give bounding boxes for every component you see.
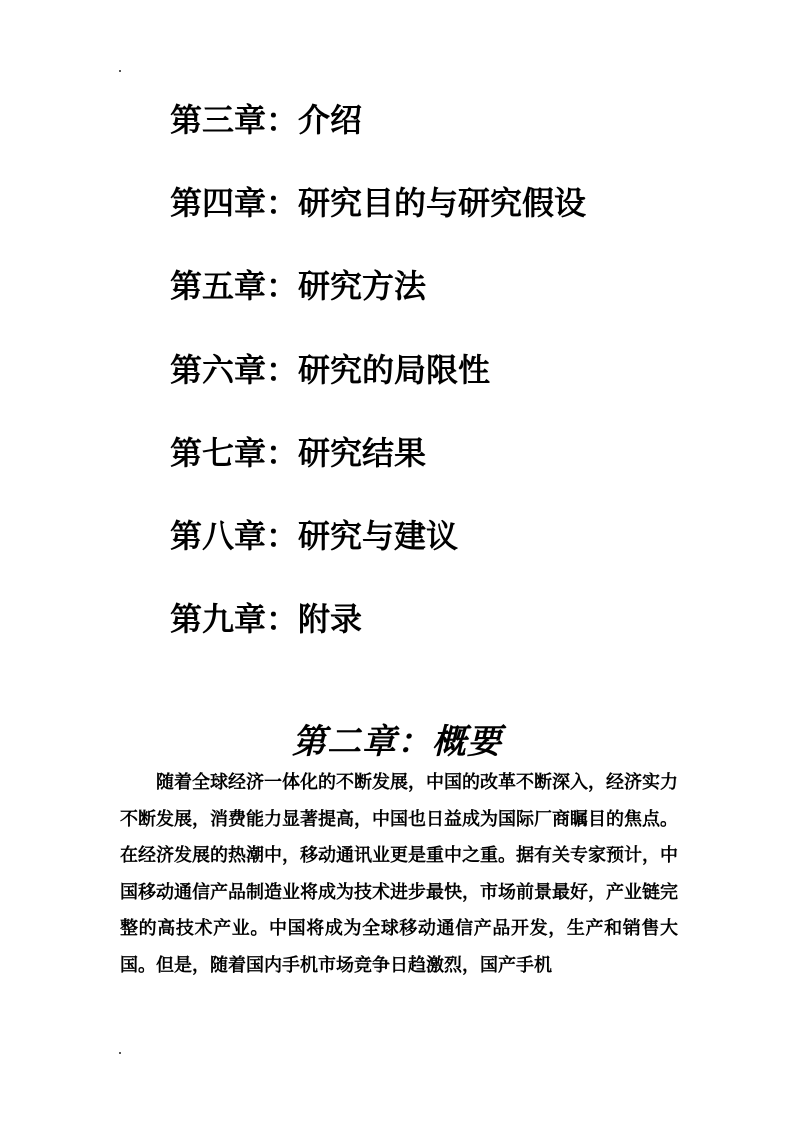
section-heading: 第二章：概要 <box>292 722 502 762</box>
toc-item-chapter-8 <box>170 514 586 597</box>
toc-chapter-title: 附录 <box>298 600 363 639</box>
toc-item-chapter-5 <box>170 264 586 347</box>
page-corner-mark-top <box>119 70 121 72</box>
toc-item-chapter-6 <box>170 348 586 431</box>
toc-chapter-number: 第七章： <box>170 433 299 472</box>
toc-chapter-number: 第八章： <box>170 516 299 555</box>
toc-item-chapter-9 <box>170 597 586 680</box>
toc-chapter-title: 研究的局限性 <box>298 350 491 389</box>
toc-chapter-title: 介绍 <box>298 101 363 139</box>
toc-chapter-number: 第六章： <box>170 350 299 389</box>
toc-chapter-title: 研究目的与研究假设 <box>298 184 587 223</box>
toc-item-chapter-4 <box>170 181 586 264</box>
toc-chapter-title: 研究方法 <box>298 267 427 306</box>
toc-chapter-title: 研究结果 <box>298 433 427 472</box>
toc-chapter-title: 研究与建议 <box>298 516 459 555</box>
page-corner-mark-bottom <box>119 1052 121 1054</box>
toc-item-chapter-3 <box>170 98 586 181</box>
toc-chapter-number: 第三章： <box>170 101 299 139</box>
toc-chapter-number: 第四章： <box>170 184 299 223</box>
summary-paragraph: 随着全球经济一体化的不断发展，中国的改革不断深入，经济实力不断发展，消费能力显著提高，中国也日益成为国际厂商瞩目的焦点。在经济发展的热潮中，移动通讯业更是重中之重。据有关专家预计，中国移动通信产品制造业将成为技术进步最快，市场前景最好，产业链完整的高技术产业。中国将成为全球移动通信产品开发，生产和销售大国。但是，随着国内手机市场竞争日趋激烈，国产手机 <box>120 772 678 976</box>
toc-item-chapter-7 <box>170 431 586 514</box>
table-of-contents <box>170 98 586 680</box>
toc-chapter-number: 第五章： <box>170 267 299 306</box>
toc-chapter-number: 第九章： <box>170 600 299 639</box>
